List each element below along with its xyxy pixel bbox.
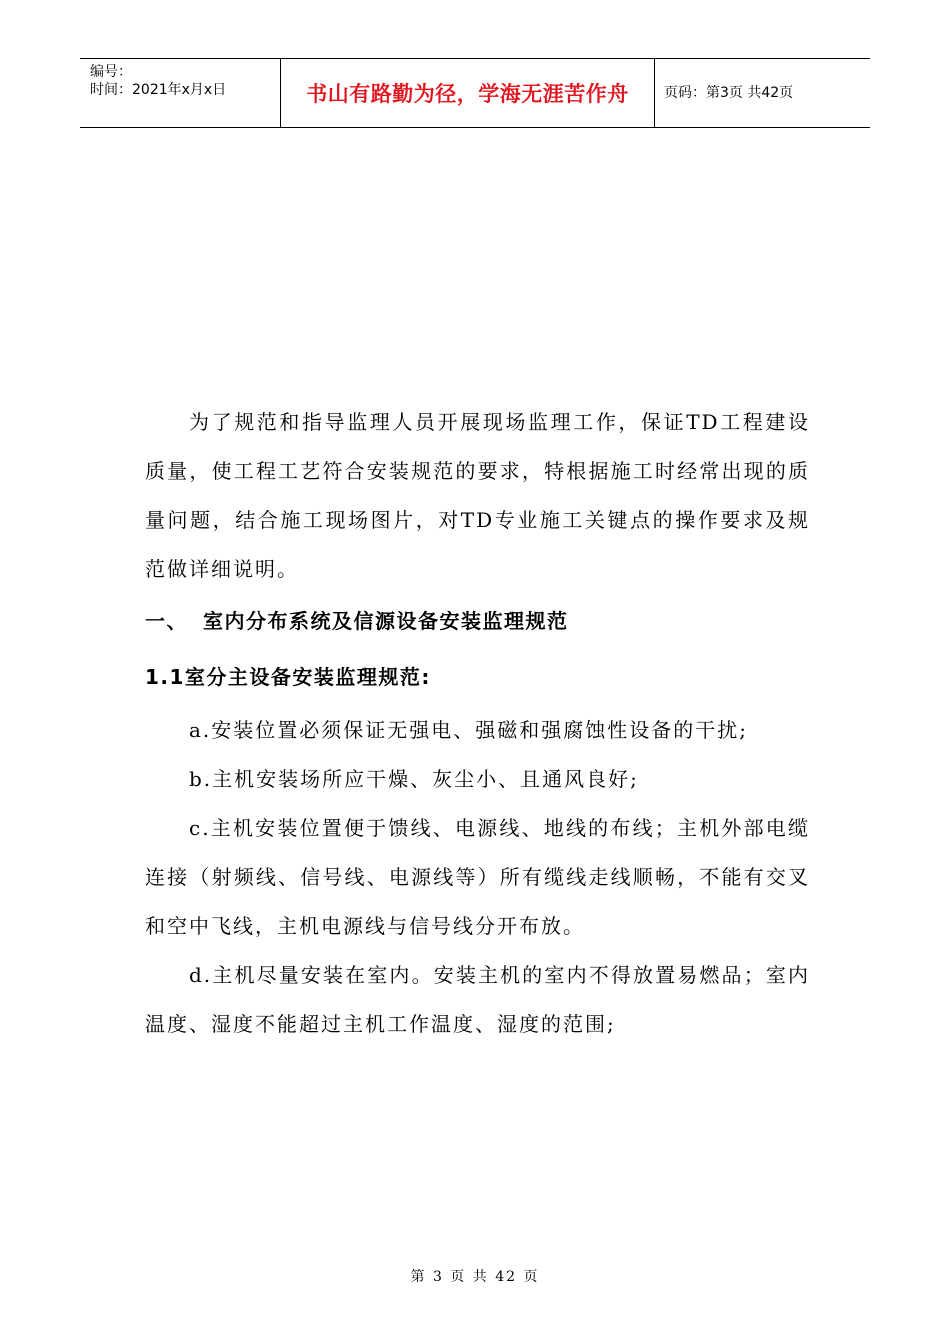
- section-title: 室内分布系统及信源设备安装监理规范: [203, 609, 569, 633]
- subsection-heading: 1.1室分主设备安装监理规范:: [145, 665, 431, 689]
- document-body: [145, 398, 810, 1049]
- header-motto: 书山有路勤为径，学海无涯苦作舟: [306, 82, 629, 106]
- section-heading: [145, 594, 810, 648]
- header-info-cell: [80, 59, 280, 127]
- document-date-label: 时间：2021年x月x日: [90, 82, 227, 98]
- list-item-a: a.安装位置必须保证无强电、强磁和强腐蚀性设备的干扰;: [189, 718, 749, 742]
- intro-paragraph: 为了规范和指导监理人员开展现场监理工作，保证TD工程建设质量，使工程工艺符合安装规范的要求，特根据施工时经常出现的质量问题，结合施工现场图片，对TD专业施工关键点的操作要求及规范做详细说明。: [145, 410, 810, 581]
- section-number: 一、: [145, 609, 188, 633]
- page-header: [80, 58, 870, 128]
- list-item-d: d.主机尽量安装在室内。安装主机的室内不得放置易燃品；室内温度、湿度不能超过主机工作温度、湿度的范围;: [145, 963, 810, 1036]
- header-page-cell: [654, 59, 870, 127]
- header-motto-cell: [280, 59, 655, 127]
- document-number-label: 编号：: [90, 64, 132, 80]
- list-item-c: c.主机安装位置便于馈线、电源线、地线的布线；主机外部电缆连接（射频线、信号线、电源线等）所有缆线走线顺畅，不能有交叉和空中飞线，主机电源线与信号线分开布放。: [145, 816, 810, 938]
- header-page-info: 页码：第3页 共42页: [664, 85, 794, 101]
- page-footer: 第 3 页 共 42 页: [410, 1269, 540, 1285]
- list-item-b: b.主机安装场所应干燥、灰尘小、且通风良好;: [189, 767, 639, 791]
